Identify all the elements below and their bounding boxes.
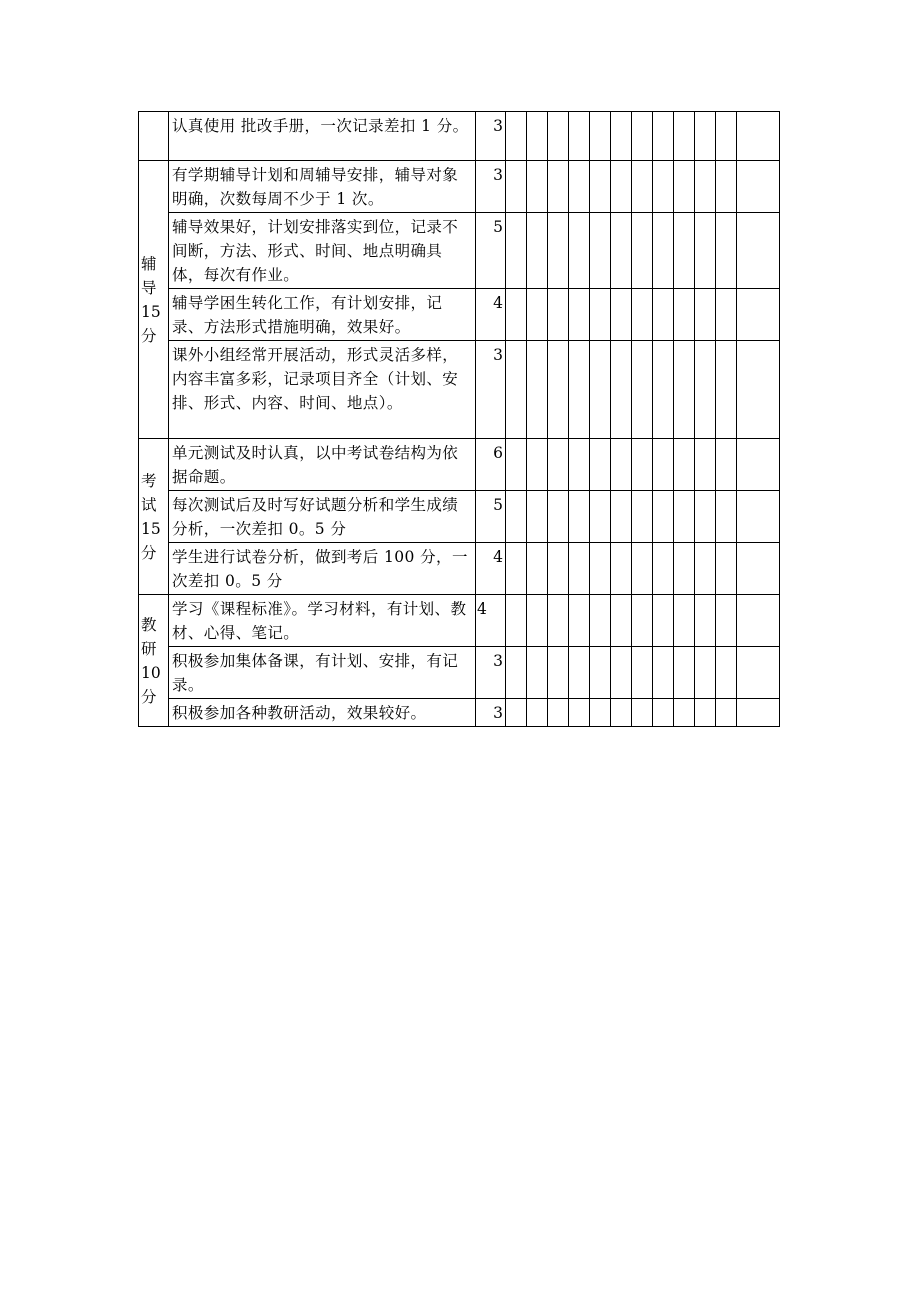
table-row xyxy=(139,161,780,213)
grade-cell xyxy=(506,341,527,439)
grade-cell xyxy=(653,491,674,543)
grade-cell xyxy=(506,491,527,543)
score-cell: 3 xyxy=(476,647,506,699)
grade-cell xyxy=(569,341,590,439)
category-char: 15 xyxy=(141,302,161,321)
grade-cell xyxy=(674,112,695,161)
score-cell: 4 xyxy=(476,543,506,595)
grade-cell xyxy=(737,341,780,439)
criterion-description: 认真使用 批改手册，一次记录差扣 1 分。 xyxy=(169,112,476,161)
grade-cell xyxy=(737,112,780,161)
table-row xyxy=(139,699,780,727)
grade-cell xyxy=(737,543,780,595)
grade-cell xyxy=(506,213,527,289)
score-cell: 3 xyxy=(476,699,506,727)
grade-cell xyxy=(674,289,695,341)
grade-cell xyxy=(695,647,716,699)
grade-cell xyxy=(674,161,695,213)
grade-cell xyxy=(611,439,632,491)
grade-cell xyxy=(527,213,548,289)
grade-cell xyxy=(674,341,695,439)
category-cell-empty xyxy=(139,112,169,161)
grade-cell xyxy=(548,112,569,161)
grade-cell xyxy=(527,699,548,727)
score-cell: 4 xyxy=(476,289,506,341)
score-cell: 5 xyxy=(476,213,506,289)
grade-cell xyxy=(653,647,674,699)
category-char: 试 xyxy=(141,495,157,514)
category-char: 导 xyxy=(141,278,157,297)
grade-cell xyxy=(716,647,737,699)
grade-cell xyxy=(506,647,527,699)
score-cell: 3 xyxy=(476,341,506,439)
category-char: 分 xyxy=(141,687,157,706)
criterion-description: 积极参加各种教研活动，效果较好。 xyxy=(169,699,476,727)
grade-cell xyxy=(716,341,737,439)
grade-cell xyxy=(527,161,548,213)
grade-cell xyxy=(695,491,716,543)
grade-cell xyxy=(590,491,611,543)
grade-cell xyxy=(674,595,695,647)
grade-cell xyxy=(716,543,737,595)
criterion-description: 每次测试后及时写好试题分析和学生成绩分析，一次差扣 0。5 分 xyxy=(169,491,476,543)
grade-cell xyxy=(569,491,590,543)
category-char: 辅 xyxy=(141,254,157,273)
grade-cell xyxy=(590,161,611,213)
grade-cell xyxy=(653,112,674,161)
category-jiaoyan xyxy=(139,595,169,727)
grade-cell xyxy=(506,699,527,727)
grade-cell xyxy=(653,161,674,213)
grade-cell xyxy=(590,439,611,491)
category-char: 研 xyxy=(141,639,157,658)
grade-cell xyxy=(590,341,611,439)
grade-cell xyxy=(632,699,653,727)
grade-cell xyxy=(695,595,716,647)
grade-cell xyxy=(737,595,780,647)
table-row xyxy=(139,647,780,699)
grade-cell xyxy=(695,341,716,439)
category-kaoshi xyxy=(139,439,169,595)
criterion-description: 学习《课程标准》。学习材料，有计划、教材、心得、笔记。 xyxy=(169,595,476,647)
grade-cell xyxy=(527,595,548,647)
grade-cell xyxy=(716,112,737,161)
grade-cell xyxy=(569,699,590,727)
grade-cell xyxy=(737,213,780,289)
grade-cell xyxy=(590,699,611,727)
grade-cell xyxy=(716,439,737,491)
grade-cell xyxy=(653,439,674,491)
criterion-description: 辅导效果好，计划安排落实到位，记录不间断，方法、形式、时间、地点明确具体，每次有作业。 xyxy=(169,213,476,289)
grade-cell xyxy=(548,289,569,341)
grade-cell xyxy=(653,543,674,595)
grade-cell xyxy=(695,289,716,341)
grade-cell xyxy=(737,647,780,699)
grade-cell xyxy=(737,161,780,213)
grade-cell xyxy=(674,699,695,727)
grade-cell xyxy=(695,543,716,595)
grade-cell xyxy=(695,699,716,727)
grade-cell xyxy=(548,213,569,289)
grade-cell xyxy=(632,213,653,289)
grade-cell xyxy=(506,112,527,161)
category-char: 分 xyxy=(141,543,157,562)
grade-cell xyxy=(674,543,695,595)
table-row xyxy=(139,543,780,595)
category-char: 10 xyxy=(141,663,161,682)
grade-cell xyxy=(569,543,590,595)
grade-cell xyxy=(737,289,780,341)
grade-cell xyxy=(569,161,590,213)
score-cell: 3 xyxy=(476,112,506,161)
grade-cell xyxy=(716,161,737,213)
criterion-description: 单元测试及时认真，以中考试卷结构为依据命题。 xyxy=(169,439,476,491)
category-fudao xyxy=(139,161,169,439)
grade-cell xyxy=(548,647,569,699)
grade-cell xyxy=(737,699,780,727)
grade-cell xyxy=(653,289,674,341)
grade-cell xyxy=(674,213,695,289)
grade-cell xyxy=(590,595,611,647)
grade-cell xyxy=(548,699,569,727)
grade-cell xyxy=(632,595,653,647)
table-row xyxy=(139,341,780,439)
grade-cell xyxy=(632,341,653,439)
grade-cell xyxy=(674,491,695,543)
grade-cell xyxy=(569,289,590,341)
grade-cell xyxy=(506,543,527,595)
grade-cell xyxy=(632,647,653,699)
grade-cell xyxy=(716,213,737,289)
grade-cell xyxy=(506,439,527,491)
grade-cell xyxy=(695,112,716,161)
table-row xyxy=(139,289,780,341)
grade-cell xyxy=(674,439,695,491)
table-row xyxy=(139,595,780,647)
grade-cell xyxy=(653,699,674,727)
grade-cell xyxy=(695,439,716,491)
grade-cell xyxy=(548,595,569,647)
grade-cell xyxy=(527,543,548,595)
criterion-description: 有学期辅导计划和周辅导安排，辅导对象明确，次数每周不少于 1 次。 xyxy=(169,161,476,213)
criterion-description: 学生进行试卷分析，做到考后 100 分，一次差扣 0。5 分 xyxy=(169,543,476,595)
grade-cell xyxy=(590,543,611,595)
grade-cell xyxy=(569,647,590,699)
grade-cell xyxy=(716,491,737,543)
grade-cell xyxy=(632,112,653,161)
score-cell: 4 xyxy=(476,595,506,647)
grade-cell xyxy=(632,161,653,213)
grade-cell xyxy=(548,543,569,595)
grade-cell xyxy=(653,213,674,289)
category-char: 教 xyxy=(141,615,157,634)
grade-cell xyxy=(506,595,527,647)
grade-cell xyxy=(632,439,653,491)
grade-cell xyxy=(527,341,548,439)
table-row xyxy=(139,213,780,289)
grade-cell xyxy=(548,439,569,491)
grade-cell xyxy=(590,112,611,161)
grade-cell xyxy=(569,439,590,491)
grade-cell xyxy=(695,213,716,289)
grade-cell xyxy=(737,491,780,543)
grade-cell xyxy=(716,699,737,727)
score-cell: 3 xyxy=(476,161,506,213)
grade-cell xyxy=(590,647,611,699)
grade-cell xyxy=(611,595,632,647)
grade-cell xyxy=(506,289,527,341)
table-row xyxy=(139,112,780,161)
grade-cell xyxy=(674,647,695,699)
category-char: 考 xyxy=(141,471,157,490)
table-row xyxy=(139,491,780,543)
grade-cell xyxy=(569,213,590,289)
grade-cell xyxy=(590,213,611,289)
grade-cell xyxy=(527,439,548,491)
grade-cell xyxy=(611,341,632,439)
grade-cell xyxy=(611,699,632,727)
criterion-description: 积极参加集体备课，有计划、安排，有记录。 xyxy=(169,647,476,699)
grade-cell xyxy=(527,289,548,341)
grade-cell xyxy=(611,491,632,543)
grade-cell xyxy=(611,112,632,161)
grade-cell xyxy=(527,647,548,699)
grade-cell xyxy=(527,112,548,161)
grade-cell xyxy=(611,543,632,595)
grade-cell xyxy=(569,112,590,161)
score-cell: 6 xyxy=(476,439,506,491)
criterion-description: 课外小组经常开展活动，形式灵活多样，内容丰富多彩，记录项目齐全（计划、安排、形式、内容、时间、地点）。 xyxy=(169,341,476,439)
grade-cell xyxy=(611,289,632,341)
grade-cell xyxy=(548,491,569,543)
criterion-description: 辅导学困生转化工作，有计划安排，记录、方法形式措施明确，效果好。 xyxy=(169,289,476,341)
evaluation-table xyxy=(138,111,780,727)
grade-cell xyxy=(632,289,653,341)
grade-cell xyxy=(737,439,780,491)
table-row xyxy=(139,439,780,491)
grade-cell xyxy=(590,289,611,341)
grade-cell xyxy=(611,647,632,699)
grade-cell xyxy=(506,161,527,213)
grade-cell xyxy=(716,595,737,647)
grade-cell xyxy=(632,543,653,595)
grade-cell xyxy=(653,341,674,439)
grade-cell xyxy=(527,491,548,543)
category-char: 15 xyxy=(141,519,161,538)
grade-cell xyxy=(653,595,674,647)
score-cell: 5 xyxy=(476,491,506,543)
category-char: 分 xyxy=(141,326,157,345)
grade-cell xyxy=(569,595,590,647)
grade-cell xyxy=(548,161,569,213)
grade-cell xyxy=(716,289,737,341)
grade-cell xyxy=(611,161,632,213)
grade-cell xyxy=(695,161,716,213)
grade-cell xyxy=(611,213,632,289)
grade-cell xyxy=(632,491,653,543)
grade-cell xyxy=(548,341,569,439)
